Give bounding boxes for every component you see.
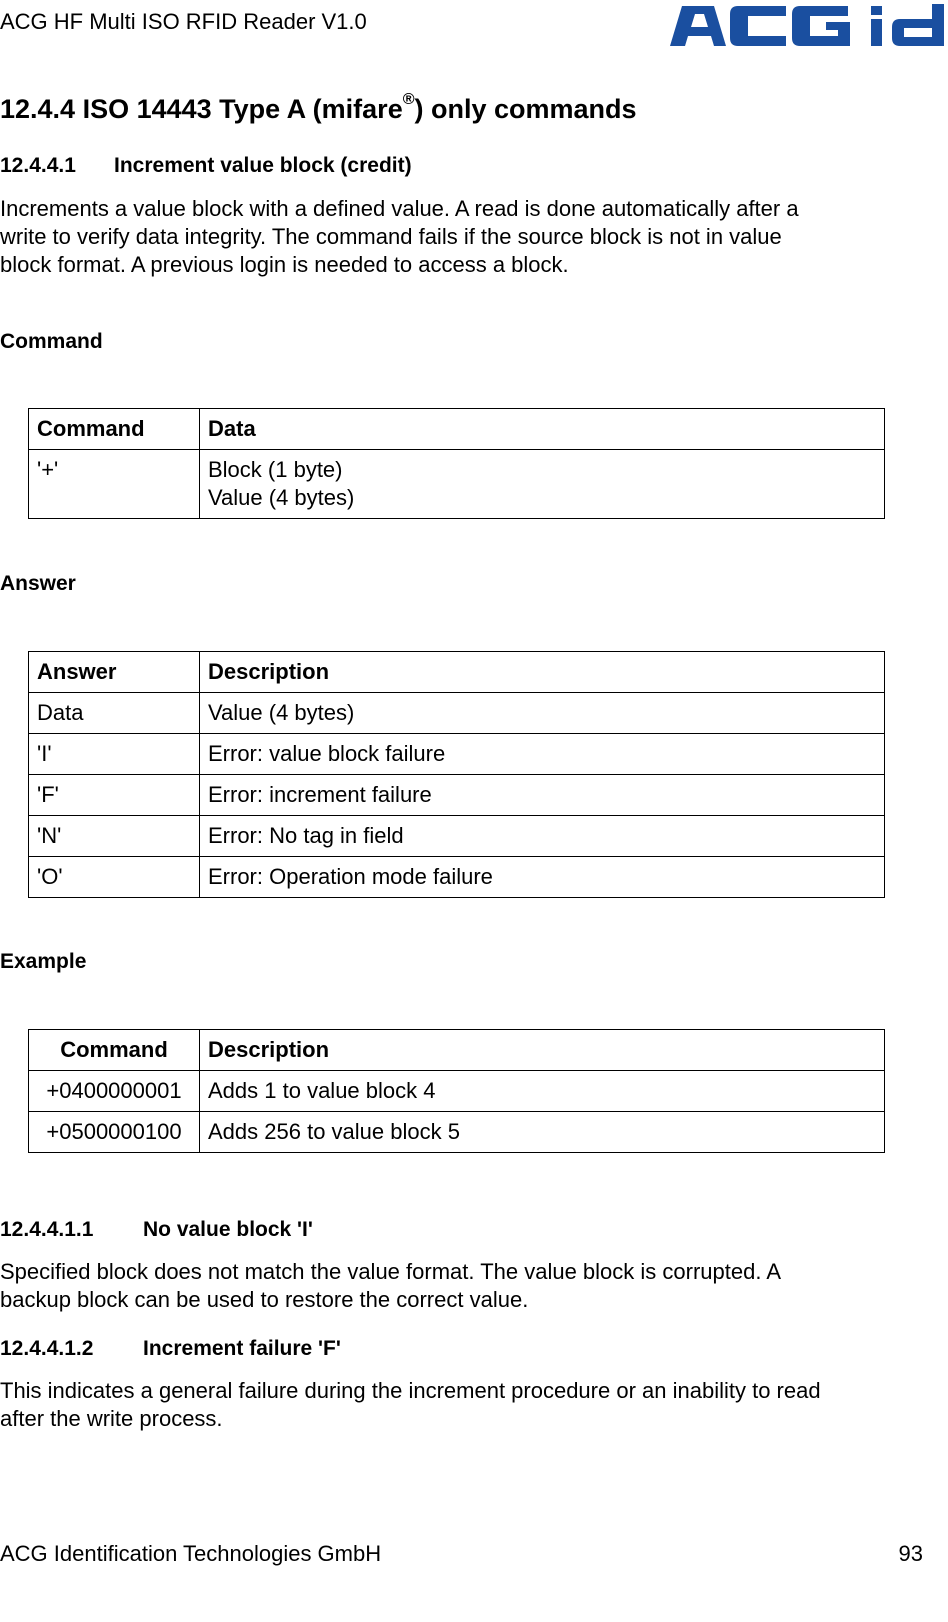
subsection-title: No value block 'I' xyxy=(143,1218,313,1241)
increment-failure-description xyxy=(0,1377,930,1433)
column-header: Description xyxy=(200,1030,885,1071)
cell-line: Value (4 bytes) xyxy=(208,485,355,510)
no-value-block-description xyxy=(0,1258,930,1314)
table-row xyxy=(29,693,885,734)
subsection-heading-increment xyxy=(0,154,412,178)
table-cell: Error: value block failure xyxy=(200,734,885,775)
increment-description xyxy=(0,195,930,279)
table-cell: Error: Operation mode failure xyxy=(200,857,885,898)
subsection-heading-increment-failure xyxy=(0,1337,341,1361)
subsection-title: Increment value block (credit) xyxy=(114,154,412,177)
table-cell xyxy=(200,450,885,519)
header-title: ACG HF Multi ISO RFID Reader V1.0 xyxy=(0,9,367,34)
subsection-heading-no-value-block xyxy=(0,1218,313,1242)
column-header: Description xyxy=(200,652,885,693)
column-header: Answer xyxy=(29,652,200,693)
acg-id-logo xyxy=(668,0,948,50)
section-heading-main: 12.4.4 ISO 14443 Type A (mifare xyxy=(0,94,403,124)
paragraph-line: Specified block does not match the value format. The value block is corrupted. A xyxy=(0,1259,782,1284)
table-row xyxy=(29,775,885,816)
command-label: Command xyxy=(0,330,103,353)
registered-mark: ® xyxy=(402,91,415,108)
cell-line: Block (1 byte) xyxy=(208,457,343,482)
answer-label: Answer xyxy=(0,572,76,595)
table-cell: Adds 1 to value block 4 xyxy=(200,1071,885,1112)
answer-table xyxy=(28,651,885,898)
table-cell: '+' xyxy=(29,450,200,519)
table-cell: Value (4 bytes) xyxy=(200,693,885,734)
paragraph-line: after the write process. xyxy=(0,1406,223,1431)
subsection-number: 12.4.4.1.2 xyxy=(0,1337,94,1360)
page-number: 93 xyxy=(898,1541,923,1566)
table-cell: Data xyxy=(29,693,200,734)
table-cell: Adds 256 to value block 5 xyxy=(200,1112,885,1153)
section-heading xyxy=(0,91,637,125)
paragraph-line: Increments a value block with a defined value. A read is done automatically after a xyxy=(0,196,799,221)
table-row xyxy=(29,1112,885,1153)
paragraph-line: backup block can be used to restore the correct value. xyxy=(0,1287,529,1312)
subsection-title: Increment failure 'F' xyxy=(143,1337,341,1360)
paragraph-line: block format. A previous login is needed to access a block. xyxy=(0,252,569,277)
example-label: Example xyxy=(0,950,87,973)
column-header: Data xyxy=(200,409,885,450)
table-row xyxy=(29,734,885,775)
table-row xyxy=(29,450,885,519)
table-row xyxy=(29,1071,885,1112)
subsection-number: 12.4.4.1 xyxy=(0,154,76,177)
example-table xyxy=(28,1029,885,1153)
table-cell: 'F' xyxy=(29,775,200,816)
paragraph-line: write to verify data integrity. The command fails if the source block is not in value xyxy=(0,224,782,249)
table-cell: 'I' xyxy=(29,734,200,775)
section-heading-end: ) only commands xyxy=(414,94,637,124)
table-cell: Error: No tag in field xyxy=(200,816,885,857)
table-row xyxy=(29,857,885,898)
table-cell: 'N' xyxy=(29,816,200,857)
footer-company: ACG Identification Technologies GmbH xyxy=(0,1541,382,1566)
command-table xyxy=(28,408,885,519)
subsection-number: 12.4.4.1.1 xyxy=(0,1218,94,1241)
paragraph-line: This indicates a general failure during the increment procedure or an inability to read xyxy=(0,1378,821,1403)
table-cell: Error: increment failure xyxy=(200,775,885,816)
table-cell: +0400000001 xyxy=(29,1071,200,1112)
column-header: Command xyxy=(29,409,200,450)
column-header: Command xyxy=(29,1030,200,1071)
table-cell: +0500000100 xyxy=(29,1112,200,1153)
table-row xyxy=(29,816,885,857)
table-cell: 'O' xyxy=(29,857,200,898)
